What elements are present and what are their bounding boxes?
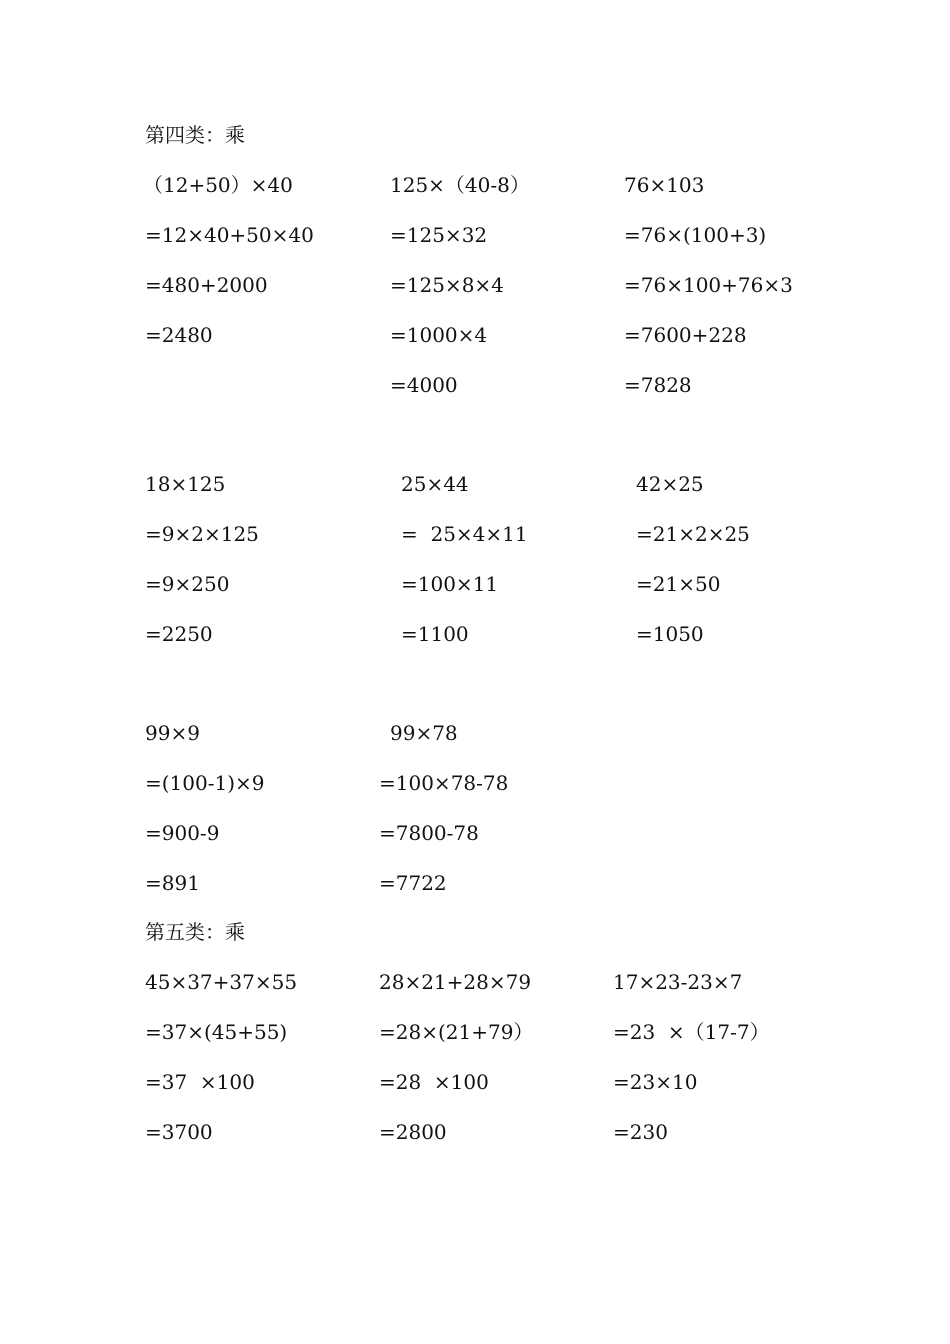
calc-step: =9×2×125 xyxy=(145,522,259,546)
calc-problem: 25×44 xyxy=(401,472,469,496)
calc-problem: 17×23-23×7 xyxy=(613,970,743,994)
calc-result: =3700 xyxy=(145,1120,213,1144)
calc-result: =891 xyxy=(145,871,200,895)
calc-result: =7722 xyxy=(379,871,447,895)
calc-result: =4000 xyxy=(390,373,458,397)
calc-step: =100×78-78 xyxy=(379,771,509,795)
section-heading: 第五类：乘 xyxy=(145,920,245,944)
calc-step: =1000×4 xyxy=(390,323,488,347)
calc-step: =76×(100+3) xyxy=(624,223,767,247)
calc-step: =21×50 xyxy=(636,572,721,596)
calc-step: =900-9 xyxy=(145,821,220,845)
calc-step: =100×11 xyxy=(401,572,499,596)
calc-result: =2800 xyxy=(379,1120,447,1144)
calc-problem: 125×（40-8） xyxy=(390,173,530,197)
calc-result: =2480 xyxy=(145,323,213,347)
calc-problem: 45×37+37×55 xyxy=(145,970,298,994)
calc-step: =37 ×100 xyxy=(145,1070,255,1094)
calc-step: =(100-1)×9 xyxy=(145,771,265,795)
calc-problem: （12+50）×40 xyxy=(143,173,293,197)
calc-step: = 25×4×11 xyxy=(401,522,528,546)
calc-step: =125×8×4 xyxy=(390,273,504,297)
calc-step: =23×10 xyxy=(613,1070,698,1094)
calc-step: =28×(21+79） xyxy=(379,1020,534,1044)
calc-problem: 28×21+28×79 xyxy=(379,970,532,994)
calc-problem: 42×25 xyxy=(636,472,704,496)
calc-result: =230 xyxy=(613,1120,668,1144)
calc-step: =28 ×100 xyxy=(379,1070,489,1094)
calc-step: =12×40+50×40 xyxy=(145,223,314,247)
calc-problem: 99×78 xyxy=(390,721,458,745)
calc-problem: 76×103 xyxy=(624,173,705,197)
calc-step: =7600+228 xyxy=(624,323,747,347)
calc-problem: 18×125 xyxy=(145,472,226,496)
section-heading: 第四类：乘 xyxy=(145,123,245,147)
calc-step: =480+2000 xyxy=(145,273,268,297)
calc-step: =125×32 xyxy=(390,223,488,247)
calc-problem: 99×9 xyxy=(145,721,200,745)
calc-step: =37×(45+55) xyxy=(145,1020,288,1044)
calc-step: =7800-78 xyxy=(379,821,479,845)
calc-result: =2250 xyxy=(145,622,213,646)
calc-step: =23 ×（17-7） xyxy=(613,1020,770,1044)
calc-result: =7828 xyxy=(624,373,692,397)
calc-step: =21×2×25 xyxy=(636,522,750,546)
calc-result: =1100 xyxy=(401,622,469,646)
calc-result: =1050 xyxy=(636,622,704,646)
calc-step: =9×250 xyxy=(145,572,230,596)
calc-step: =76×100+76×3 xyxy=(624,273,793,297)
